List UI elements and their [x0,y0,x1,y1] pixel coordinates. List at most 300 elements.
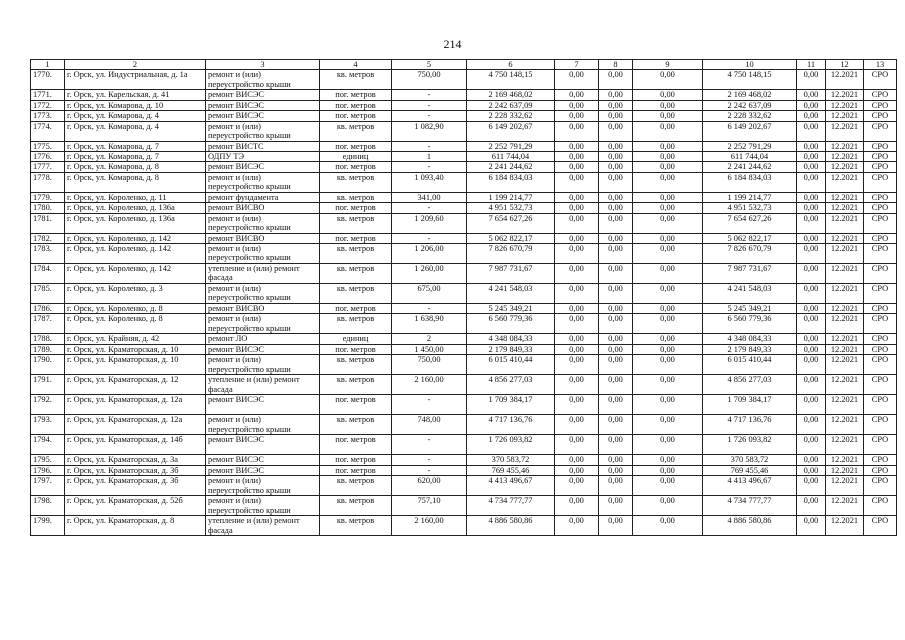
date-cell: 12.2021 [826,90,864,100]
source-cell: СРО [864,314,897,334]
cost-cell: 4 413 496,67 [467,476,555,496]
amount-cell: 0,00 [797,192,826,202]
source-cell: СРО [864,284,897,304]
date-cell: 12.2021 [826,244,864,264]
unit-cell: кв. метров [320,172,392,192]
address-cell: г. Орск, ул. Короленко, д. 3 [65,284,206,304]
amount-cell: 0,00 [797,304,826,314]
amount-cell: 0,00 [797,162,826,172]
unit-cell: пог. метров [320,100,392,110]
volume-cell: - [392,395,467,415]
amount-cell: 0,00 [555,375,599,395]
unit-cell: пог. метров [320,344,392,354]
amount-cell: 0,00 [555,70,599,90]
amount-cell: 0,00 [633,233,703,243]
unit-cell: пог. метров [320,233,392,243]
amount-cell: 0,00 [633,203,703,213]
source-cell: СРО [864,111,897,121]
table-row [31,465,897,475]
address-cell: г. Орск, ул. Комарова, д. 4 [65,121,206,141]
cost-cell: 4 951 532,73 [467,203,555,213]
work-type-cell: ремонт и (или) переустройство крыши [206,284,320,304]
total-cell: 1 709 384,17 [703,395,797,415]
table-row [31,314,897,334]
total-cell: 6 560 779,36 [703,314,797,334]
unit-cell: пог. метров [320,162,392,172]
amount-cell: 0,00 [633,284,703,304]
amount-cell: 0,00 [555,304,599,314]
address-cell: г. Орск, ул. Краматорская, д. 3б [65,476,206,496]
address-cell: г. Орск, ул. Краматорская, д. 3б [65,465,206,475]
amount-cell: 0,00 [599,141,633,151]
amount-cell: 0,00 [599,172,633,192]
amount-cell: 0,00 [633,152,703,162]
source-cell: СРО [864,162,897,172]
source-cell: СРО [864,213,897,233]
amount-cell: 0,00 [633,213,703,233]
work-type-cell: ремонт ВИСВО [206,203,320,213]
amount-cell: 0,00 [797,172,826,192]
work-type-cell: ОДПУ ТЭ [206,152,320,162]
amount-cell: 0,00 [797,100,826,110]
source-cell: СРО [864,172,897,192]
amount-cell: 0,00 [633,141,703,151]
row-number-cell: 1772. [31,100,65,110]
amount-cell: 0,00 [555,152,599,162]
amount-cell: 0,00 [797,90,826,100]
header-cell: 7 [555,60,599,70]
date-cell: 12.2021 [826,111,864,121]
table-row [31,192,897,202]
date-cell: 12.2021 [826,496,864,516]
work-type-cell: ремонт ВИСЭС [206,100,320,110]
amount-cell: 0,00 [797,455,826,465]
address-cell: г. Орск, ул. Короленко, д. 8 [65,304,206,314]
source-cell: СРО [864,192,897,202]
amount-cell: 0,00 [797,334,826,344]
volume-cell: - [392,141,467,151]
table-row [31,203,897,213]
amount-cell: 0,00 [555,496,599,516]
table-row [31,435,897,455]
cost-cell: 769 455,46 [467,465,555,475]
amount-cell: 0,00 [555,111,599,121]
total-cell: 1 199 214,77 [703,192,797,202]
table-row [31,233,897,243]
amount-cell: 0,00 [599,233,633,243]
work-type-cell: ремонт и (или) переустройство крыши [206,121,320,141]
row-number-cell: 1785. [31,284,65,304]
cost-cell: 2 169 468,02 [467,90,555,100]
cost-cell: 2 179 849,33 [467,344,555,354]
amount-cell: 0,00 [797,344,826,354]
amount-cell: 0,00 [555,415,599,435]
amount-cell: 0,00 [555,284,599,304]
work-type-cell: ремонт и (или) переустройство крыши [206,244,320,264]
address-cell: г. Орск, ул. Короленко, д. 8 [65,314,206,334]
amount-cell: 0,00 [633,344,703,354]
volume-cell: 620,00 [392,476,467,496]
address-cell: г. Орск, ул. Индустриальная, д. 1а [65,70,206,90]
cost-cell: 2 252 791,29 [467,141,555,151]
amount-cell: 0,00 [797,213,826,233]
address-cell: г. Орск, ул. Краматорская, д. 14б [65,435,206,455]
cost-cell: 6 560 779,36 [467,314,555,334]
work-type-cell: ремонт и (или) переустройство крыши [206,496,320,516]
header-cell: 10 [703,60,797,70]
amount-cell: 0,00 [797,496,826,516]
unit-cell: пог. метров [320,435,392,455]
work-type-cell: ремонт ВИСЭС [206,395,320,415]
total-cell: 2 242 637,09 [703,100,797,110]
page-number: 214 [443,37,462,51]
source-cell: СРО [864,70,897,90]
table-row [31,152,897,162]
address-cell: г. Орск, ул. Короленко, д. 142 [65,264,206,284]
amount-cell: 0,00 [797,152,826,162]
total-cell: 7 654 627,26 [703,213,797,233]
cost-cell: 7 654 627,26 [467,213,555,233]
amount-cell: 0,00 [555,141,599,151]
row-number-cell: 1788. [31,334,65,344]
unit-cell: единиц [320,334,392,344]
amount-cell: 0,00 [797,476,826,496]
amount-cell: 0,00 [797,355,826,375]
cost-cell: 7 826 670,79 [467,244,555,264]
address-cell: г. Орск, ул. Краматорская, д. 52б [65,496,206,516]
amount-cell: 0,00 [555,244,599,264]
date-cell: 12.2021 [826,465,864,475]
address-cell: г. Орск, ул. Комарова, д. 10 [65,100,206,110]
date-cell: 12.2021 [826,152,864,162]
unit-cell: пог. метров [320,304,392,314]
amount-cell: 0,00 [555,455,599,465]
amount-cell: 0,00 [599,476,633,496]
amount-cell: 0,00 [599,111,633,121]
header-cell: 5 [392,60,467,70]
volume-cell: 1 206,00 [392,244,467,264]
date-cell: 12.2021 [826,172,864,192]
row-number-cell: 1790. [31,355,65,375]
total-cell: 4 750 148,15 [703,70,797,90]
work-type-cell: утепление и (или) ремонт фасада [206,375,320,395]
row-number-cell: 1789. [31,344,65,354]
date-cell: 12.2021 [826,304,864,314]
amount-cell: 0,00 [633,375,703,395]
work-type-cell: ремонт ВИСЭС [206,344,320,354]
amount-cell: 0,00 [599,70,633,90]
date-cell: 12.2021 [826,284,864,304]
total-cell: 7 987 731,67 [703,264,797,284]
total-cell: 2 228 332,62 [703,111,797,121]
cost-cell: 5 245 349,21 [467,304,555,314]
source-cell: СРО [864,415,897,435]
amount-cell: 0,00 [797,465,826,475]
date-cell: 12.2021 [826,314,864,334]
amount-cell: 0,00 [633,100,703,110]
total-cell: 7 826 670,79 [703,244,797,264]
amount-cell: 0,00 [633,172,703,192]
total-cell: 2 169 468,02 [703,90,797,100]
amount-cell: 0,00 [797,121,826,141]
table-body [31,70,897,536]
row-number-cell: 1779. [31,192,65,202]
work-type-cell: ремонт ВИСЭС [206,90,320,100]
date-cell: 12.2021 [826,100,864,110]
date-cell: 12.2021 [826,395,864,415]
total-cell: 6 149 202,67 [703,121,797,141]
date-cell: 12.2021 [826,121,864,141]
amount-cell: 0,00 [599,435,633,455]
total-cell: 5 245 349,21 [703,304,797,314]
address-cell: г. Орск, ул. Комарова, д. 7 [65,152,206,162]
amount-cell: 0,00 [599,192,633,202]
unit-cell: кв. метров [320,476,392,496]
unit-cell: кв. метров [320,213,392,233]
source-cell: СРО [864,375,897,395]
table-row [31,375,897,395]
address-cell: г. Орск, ул. Краматорская, д. 3а [65,455,206,465]
source-cell: СРО [864,435,897,455]
cost-cell: 4 734 777,77 [467,496,555,516]
header-cell: 13 [864,60,897,70]
table-row [31,496,897,516]
address-cell: г. Орск, ул. Крайняя, д. 42 [65,334,206,344]
total-cell: 611 744,04 [703,152,797,162]
row-number-cell: 1773. [31,111,65,121]
unit-cell: кв. метров [320,264,392,284]
amount-cell: 0,00 [555,162,599,172]
cost-cell: 611 744,04 [467,152,555,162]
address-cell: г. Орск, ул. Короленко, д. 142 [65,233,206,243]
row-number-cell: 1775. [31,141,65,151]
volume-cell: 750,00 [392,355,467,375]
cost-cell: 4 750 148,15 [467,70,555,90]
amount-cell: 0,00 [599,455,633,465]
source-cell: СРО [864,141,897,151]
total-cell: 4 241 548,03 [703,284,797,304]
work-type-cell: ремонт ВИСЭС [206,465,320,475]
table-row [31,304,897,314]
total-cell: 4 348 084,33 [703,334,797,344]
unit-cell: кв. метров [320,314,392,334]
work-type-cell: ремонт фундамента [206,192,320,202]
row-number-cell: 1795. [31,455,65,465]
amount-cell: 0,00 [555,233,599,243]
work-type-cell: ремонт и (или) переустройство крыши [206,476,320,496]
table-row [31,516,897,536]
address-cell: г. Орск, ул. Краматорская, д. 12 [65,375,206,395]
amount-cell: 0,00 [633,395,703,415]
total-cell: 5 062 822,17 [703,233,797,243]
unit-cell: пог. метров [320,203,392,213]
row-number-cell: 1783. [31,244,65,264]
work-type-cell: ремонт и (или) переустройство крыши [206,213,320,233]
work-type-cell: ремонт и (или) переустройство крыши [206,415,320,435]
amount-cell: 0,00 [599,284,633,304]
date-cell: 12.2021 [826,141,864,151]
amount-cell: 0,00 [797,516,826,536]
source-cell: СРО [864,455,897,465]
amount-cell: 0,00 [633,192,703,202]
total-cell: 370 583,72 [703,455,797,465]
work-type-cell: ремонт ВИСЭС [206,435,320,455]
amount-cell: 0,00 [599,162,633,172]
source-cell: СРО [864,395,897,415]
amount-cell: 0,00 [633,355,703,375]
cost-cell: 1 199 214,77 [467,192,555,202]
source-cell: СРО [864,90,897,100]
source-cell: СРО [864,244,897,264]
amount-cell: 0,00 [633,465,703,475]
cost-cell: 6 149 202,67 [467,121,555,141]
date-cell: 12.2021 [826,203,864,213]
volume-cell: - [392,203,467,213]
row-number-cell: 1786. [31,304,65,314]
row-number-cell: 1782. [31,233,65,243]
source-cell: СРО [864,344,897,354]
total-cell: 4 886 580,86 [703,516,797,536]
amount-cell: 0,00 [555,192,599,202]
unit-cell: кв. метров [320,284,392,304]
source-cell: СРО [864,152,897,162]
amount-cell: 0,00 [797,314,826,334]
amount-cell: 0,00 [555,100,599,110]
amount-cell: 0,00 [633,264,703,284]
amount-cell: 0,00 [797,264,826,284]
amount-cell: 0,00 [633,334,703,344]
table-row [31,213,897,233]
address-cell: г. Орск, ул. Короленко, д. 136а [65,213,206,233]
amount-cell: 0,00 [599,375,633,395]
date-cell: 12.2021 [826,415,864,435]
total-cell: 769 455,46 [703,465,797,475]
total-cell: 2 179 849,33 [703,344,797,354]
volume-cell: 1 638,90 [392,314,467,334]
work-type-cell: ремонт ВИСВО [206,233,320,243]
amount-cell: 0,00 [555,516,599,536]
amount-cell: 0,00 [599,496,633,516]
amount-cell: 0,00 [599,415,633,435]
source-cell: СРО [864,465,897,475]
amount-cell: 0,00 [633,516,703,536]
amount-cell: 0,00 [633,162,703,172]
cost-cell: 7 987 731,67 [467,264,555,284]
table-row [31,395,897,415]
amount-cell: 0,00 [599,395,633,415]
address-cell: г. Орск, ул. Краматорская, д. 12а [65,395,206,415]
address-cell: г. Орск, ул. Комарова, д. 7 [65,141,206,151]
work-type-cell: ремонт и (или) переустройство крыши [206,355,320,375]
amount-cell: 0,00 [633,415,703,435]
table-row [31,476,897,496]
table-row [31,244,897,264]
cost-cell: 1 726 093,82 [467,435,555,455]
source-cell: СРО [864,264,897,284]
amount-cell: 0,00 [599,355,633,375]
capital-repair-table [30,59,897,536]
cost-cell: 6 184 834,03 [467,172,555,192]
table-row [31,70,897,90]
amount-cell: 0,00 [599,203,633,213]
amount-cell: 0,00 [599,264,633,284]
address-cell: г. Орск, ул. Комарова, д. 8 [65,172,206,192]
source-cell: СРО [864,100,897,110]
source-cell: СРО [864,203,897,213]
total-cell: 4 951 532,73 [703,203,797,213]
source-cell: СРО [864,476,897,496]
unit-cell: кв. метров [320,70,392,90]
table-row [31,415,897,435]
volume-cell: 1 450,00 [392,344,467,354]
unit-cell: кв. метров [320,121,392,141]
unit-cell: кв. метров [320,375,392,395]
date-cell: 12.2021 [826,375,864,395]
header-cell: 4 [320,60,392,70]
volume-cell: - [392,455,467,465]
work-type-cell: ремонт и (или) переустройство крыши [206,70,320,90]
amount-cell: 0,00 [797,435,826,455]
row-number-cell: 1774. [31,121,65,141]
total-cell: 4 717 136,76 [703,415,797,435]
amount-cell: 0,00 [599,244,633,264]
amount-cell: 0,00 [555,344,599,354]
header-row [31,60,897,70]
volume-cell: - [392,100,467,110]
amount-cell: 0,00 [633,435,703,455]
cost-cell: 2 242 637,09 [467,100,555,110]
amount-cell: 0,00 [633,496,703,516]
total-cell: 2 252 791,29 [703,141,797,151]
row-number-cell: 1792. [31,395,65,415]
total-cell: 6 015 410,44 [703,355,797,375]
amount-cell: 0,00 [555,355,599,375]
row-number-cell: 1778. [31,172,65,192]
date-cell: 12.2021 [826,344,864,354]
table-row [31,111,897,121]
unit-cell: кв. метров [320,244,392,264]
amount-cell: 0,00 [797,244,826,264]
amount-cell: 0,00 [555,395,599,415]
amount-cell: 0,00 [797,375,826,395]
source-cell: СРО [864,233,897,243]
row-number-cell: 1787. [31,314,65,334]
address-cell: г. Орск, ул. Короленко, д. 136а [65,203,206,213]
date-cell: 12.2021 [826,70,864,90]
volume-cell: 757,10 [392,496,467,516]
cost-cell: 2 228 332,62 [467,111,555,121]
unit-cell: пог. метров [320,141,392,151]
volume-cell: 1 260,00 [392,264,467,284]
row-number-cell: 1780. [31,203,65,213]
total-cell: 4 413 496,67 [703,476,797,496]
table-row [31,121,897,141]
unit-cell: пог. метров [320,455,392,465]
amount-cell: 0,00 [555,476,599,496]
amount-cell: 0,00 [633,314,703,334]
total-cell: 6 184 834,03 [703,172,797,192]
address-cell: г. Орск, ул. Краматорская, д. 10 [65,344,206,354]
amount-cell: 0,00 [633,455,703,465]
date-cell: 12.2021 [826,192,864,202]
row-number-cell: 1776. [31,152,65,162]
header-cell: 8 [599,60,633,70]
volume-cell: - [392,90,467,100]
amount-cell: 0,00 [797,111,826,121]
row-number-cell: 1794. [31,435,65,455]
table-row [31,334,897,344]
row-number-cell: 1797. [31,476,65,496]
